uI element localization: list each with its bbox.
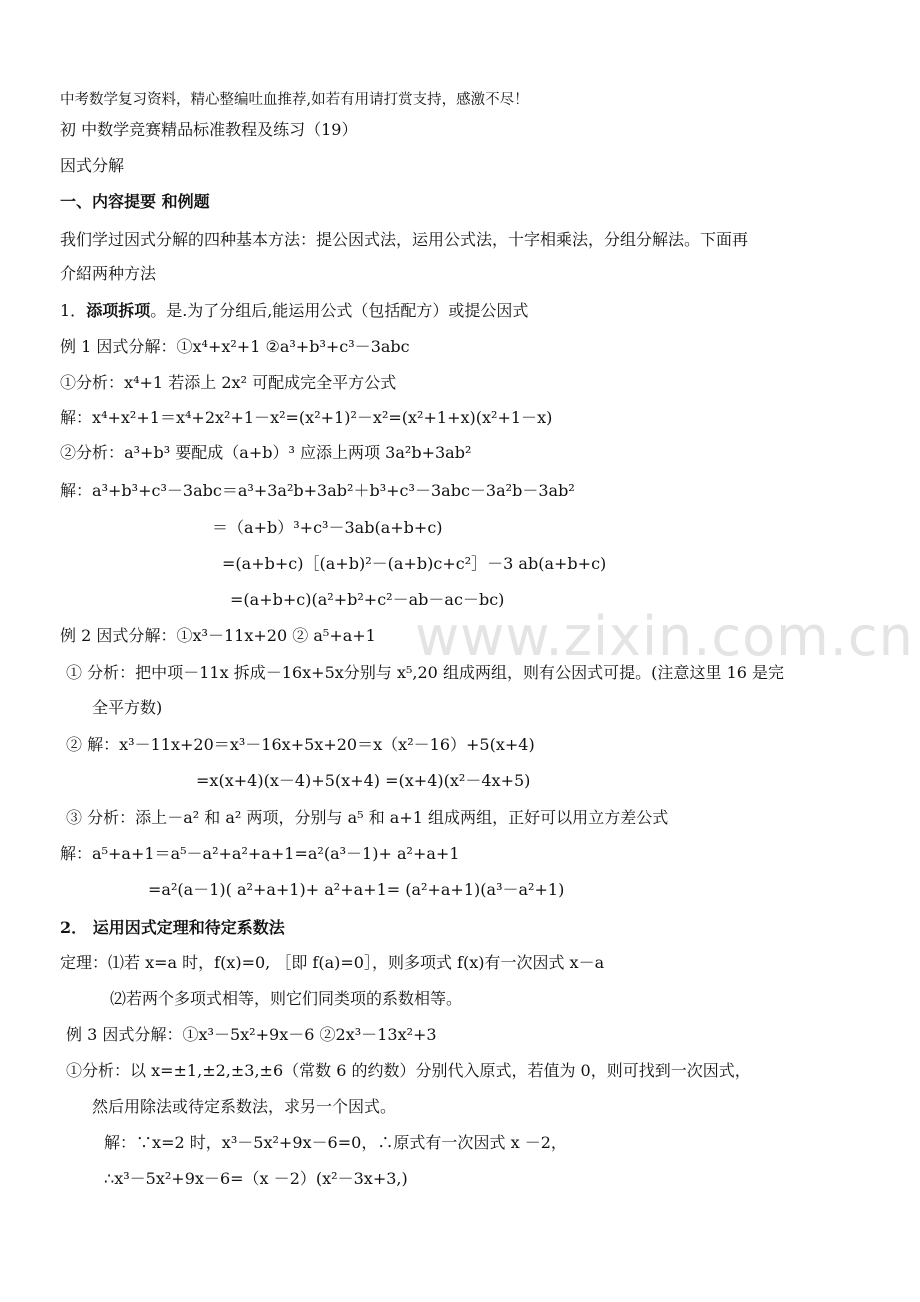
example-2-analysis-1-line-1: ① 分析：把中项－11x 拆成－16x+5x分别与 x⁵,20 组成两组，则有公因式可提。(注意这里 16 是完 (66, 663, 785, 682)
example-1: 例 1 因式分解：①x⁴+x²+1 ②a³+b³+c³－3abc (60, 337, 410, 356)
example-3: 例 3 因式分解：①x³－5x²+9x－6 ②2x³－13x²+3 (66, 1025, 437, 1044)
theorem-2: ⑵若两个多项式相等，则它们同类项的系数相等。 (110, 989, 463, 1008)
method-1-number: 1． (60, 301, 87, 320)
example-2-solution-1-step-2: =x(x+4)(x－4)+5(x+4) =(x+4)(x²－4x+5) (196, 771, 531, 790)
example-1-solution-2-step-1: 解：a³+b³+c³－3abc＝a³+3a²b+3ab²＋b³+c³－3abc－3a²b－3ab² (60, 481, 575, 500)
theorem-1: 定理：⑴若 x=a 时，f(x)=0, ［即 f(a)=0］，则多项式 f(x)有一次因式 x－a (60, 953, 605, 972)
method-1-name: 添项拆项 (86, 301, 151, 320)
example-1-solution-1: 解：x⁴+x²+1＝x⁴+2x²+1－x²=(x²+1)²－x²=(x²+1+x)(x²+1－x) (60, 408, 553, 427)
example-1-analysis-2: ②分析：a³+b³ 要配成（a+b）³ 应添上两项 3a²b+3ab² (60, 443, 472, 462)
example-2-solution-2-step-1: 解：a⁵+a+1＝a⁵－a²+a²+a+1=a²(a³－1)+ a²+a+1 (60, 844, 460, 863)
header-note: 中考数学复习资料，精心整编吐血推荐,如若有用请打赏支持，感激不尽！ (60, 92, 529, 108)
example-1-solution-2-step-2: ＝（a+b）³+c³－3ab(a+b+c) (212, 518, 443, 537)
example-3-solution-step-2: ∴x³－5x²+9x－6=（x －2）(x²－3x+3,) (104, 1169, 408, 1188)
intro-paragraph-line-1: 我们学过因式分解的四种基本方法：提公因式法，运用公式法，十字相乘法，分组分解法。下面再 (60, 230, 749, 249)
section-heading-2: 2． 运用因式定理和待定系数法 (60, 918, 285, 937)
example-2-analysis-1-line-2: 全平方数) (92, 698, 163, 717)
example-3-analysis-line-1: ①分析：以 x=±1,±2,±3,±6（常数 6 的约数）分别代入原式，若值为 0，则可找到一次因式， (66, 1061, 751, 1080)
method-1-line (60, 299, 528, 323)
intro-paragraph-line-2: 介紹两种方法 (60, 264, 157, 283)
example-1-analysis-1: ①分析：x⁴+1 若添上 2x² 可配成完全平方公式 (60, 373, 397, 392)
topic-title: 因式分解 (60, 156, 125, 175)
document-title: 初 中数学竞赛精品标准教程及练习（19） (60, 120, 358, 139)
example-1-solution-2-step-3: =(a+b+c)［(a+b)²－(a+b)c+c²］－3 ab(a+b+c) (222, 554, 607, 573)
watermark: www.zixin.com.cn (415, 605, 914, 668)
example-1-solution-2-step-4: =(a+b+c)(a²+b²+c²－ab－ac－bc) (230, 590, 505, 609)
example-2-solution-1-step-1: ② 解：x³－11x+20＝x³－16x+5x+20＝x（x²－16）+5(x+4) (66, 735, 535, 754)
method-1-desc: 。是.为了分组后,能运用公式（包括配方）或提公因式 (150, 301, 529, 320)
example-3-analysis-line-2: 然后用除法或待定系数法，求另一个因式。 (92, 1097, 397, 1116)
example-2-solution-2-step-2: =a²(a－1)( a²+a+1)+ a²+a+1= (a²+a+1)(a³－a²+1) (148, 880, 565, 899)
example-2-analysis-2: ③ 分析：添上－a² 和 a² 两项，分别与 a⁵ 和 a+1 组成两组，正好可以用立方差公式 (66, 808, 669, 827)
example-2: 例 2 因式分解：①x³－11x+20 ② a⁵+a+1 (60, 626, 376, 645)
section-heading-1: 一、内容提要 和例题 (60, 192, 210, 211)
example-3-solution-step-1: 解：∵x=2 时，x³－5x²+9x－6=0，∴原式有一次因式 x －2， (104, 1133, 567, 1152)
